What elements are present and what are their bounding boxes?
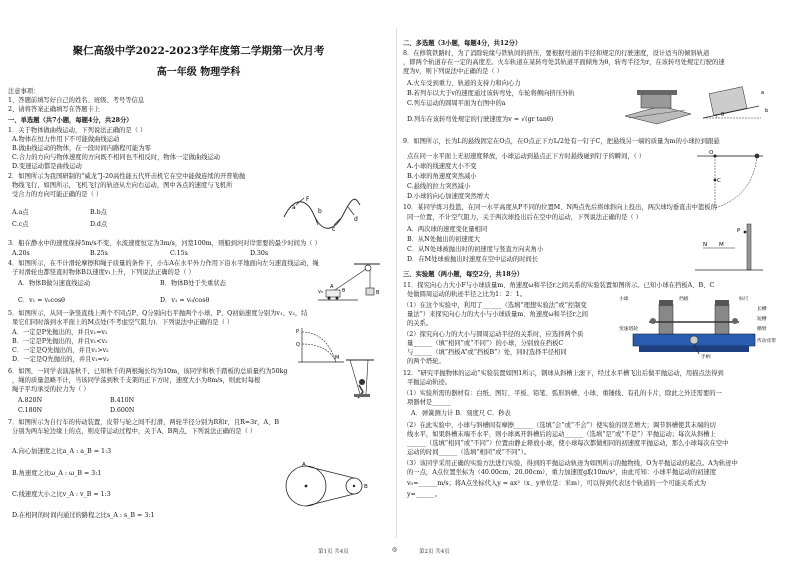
- exam-subtitle: 高一年级 物理学科: [156, 67, 241, 78]
- question-stem: 运动的时间______（选填“相同”或“不同”）。: [407, 449, 531, 456]
- question-option: B．一定是P先抛出的，并且v₁<v₂: [12, 338, 108, 345]
- figure-label: 挡板: [679, 297, 689, 302]
- question-stem: 度为v，则下列说法中正确的是（ ）: [403, 68, 504, 75]
- question-stem: 分别为两车轮边缘上的点，则皮带运动过程中，关于A、B两点，下列说法正确的是（ ）: [12, 428, 257, 435]
- figure-label: P: [737, 228, 741, 234]
- question-stem: 12．“研究平抛物体的运动”实验装置如图1所示，钢球从斜槽上滚下，经过水平槽飞出后做平抛运动，用描点法得到: [403, 370, 724, 377]
- figure-label: C: [717, 178, 721, 184]
- question-stem: （1）实验所需的器材有：白纸、图钉、平板、铅笔、弧形斜槽、小球、重锤线、有孔的卡片，除此之外还需要的一: [403, 390, 722, 397]
- figure-flight-path: [282, 195, 362, 233]
- question-stem: 9．如图所示，长为L的悬线固定在O点，在O点正下方L/2处有一钉子C，把悬线另一端的质量为m的小球拉到跟悬: [403, 138, 720, 145]
- question-option: C.合力的方向与物体速度的方向既不相同也不相反时，物体一定做曲线运动: [12, 154, 221, 161]
- figure-label: F: [306, 196, 310, 203]
- question-option: B.小球的角速度突然减小: [407, 173, 477, 180]
- question-stem: 项器材是______: [407, 399, 452, 406]
- question-option: A．物体B做匀速直线运动: [18, 280, 91, 287]
- question-option: C.15s: [170, 250, 188, 257]
- question-option: D.在相同的时间内通过的路程之比s_A : s_B = 3:1: [12, 512, 155, 519]
- question-option: A.火车受到重力、轨道的支持力和向心力: [407, 80, 521, 87]
- question-stem: 的两个塔轮。: [407, 358, 445, 365]
- section-heading: 一、单选题（共7小题，每题4分，共28分）: [8, 117, 133, 124]
- question-stem: 平抛运动轨迹。: [407, 379, 452, 386]
- question-stem: （1）在这个实验中，利用了______（选填“理想实验法”或“控制变: [403, 302, 587, 309]
- notice-line: 2、请将答案正确填写在答题卡上: [8, 106, 101, 113]
- question-stem: 11．探究向心力大小F与小球质量m、角速度ω和半径r之间关系的实验装置如图所示。已知小球在挡板A、B、C: [403, 282, 715, 289]
- figure-label: b: [765, 108, 769, 114]
- question-option: D.d点: [90, 221, 108, 228]
- page-footer: 第2页 共4页: [419, 549, 450, 555]
- question-option: B.25s: [90, 250, 108, 257]
- figure-label: B: [364, 484, 368, 490]
- question-stem: 受合力的方向可能正确的是（ ）: [12, 191, 103, 198]
- notice-heading: 注意事项：: [8, 88, 40, 95]
- figure-label: A: [302, 462, 306, 468]
- figure-label: a: [292, 204, 296, 211]
- figure-belt-drive: [276, 460, 376, 510]
- question-stem: 同一位置，不计空气阻力，关于两次球投出后在空中的运动，下列说法正确的是（ ）: [407, 214, 642, 221]
- question-option: D.600N: [110, 407, 135, 414]
- question-option: C．v₁ = v₀cosθ: [18, 297, 65, 304]
- question-option: A.820N: [18, 397, 43, 404]
- question-stem: （2）在此实验中，小球与斜槽间有摩擦______（选填“会”或“不会”）使实验的误差增大；调节斜槽使其末端的切: [403, 422, 716, 429]
- question-option: A.20s: [12, 250, 30, 257]
- question-option: A．弹簧测力计 B．刻度尺 C．秒表: [411, 410, 511, 417]
- figure-pulley-cart: [318, 262, 388, 304]
- right-page: [397, 0, 794, 561]
- question-option: A．两次球的速度变化量相同: [407, 226, 488, 233]
- question-stem: 物线飞行，如图所示，飞机飞行的轨迹从左向右运动，图中各点的速度与飞机所: [12, 182, 233, 189]
- figure-centripetal-apparatus: [619, 294, 787, 362]
- question-option: B．从N处抛出的初速度大: [407, 236, 481, 243]
- question-stem: 3．船在静水中的速度保持5m/s不变，水流速度恒定为3m/s，河宽100m，则船到河对岸需要的最少时间为（ ）: [8, 240, 321, 247]
- question-stem: ，绳的质量忽略不计，当该同学荡到秋千支架的正下方时，速度大小为8m/s，则此时每根: [12, 377, 261, 384]
- question-stem: 点在同一水平面上无初速度释放，小球运动到悬点正下方时悬线碰到钉子的瞬间，（ ）: [407, 153, 646, 160]
- figure-swing: [338, 358, 378, 406]
- figure-label: d: [354, 216, 358, 223]
- question-stem: 与______（填“挡板A”或“挡板B”）处，同时选择半径相同: [407, 349, 567, 356]
- question-option: C．从N处球被抛出时的初速度与竖直方向夹角小: [407, 246, 544, 253]
- figure-label: Q: [296, 342, 300, 348]
- question-stem: （2）探究向心力的大小与圆周运动半径的关系时，应选择两个质: [403, 331, 584, 338]
- question-stem: 5．如图所示，从同一条竖直线上两个不同点P、Q分别向右平抛两个小球，P、Q初始速度分别为v₁、v₂，结: [8, 310, 308, 317]
- question-option: B.410N: [110, 397, 135, 404]
- question-stem: （3）该同学采用正确的实验方法进行实验，得到的平抛运动轨迹为如图所示的抛物线，O为平抛运动的起点。A为轨迹中: [403, 460, 738, 467]
- figure-label: θ: [342, 288, 346, 294]
- question-option: A．一定是P先抛出的，并且v₁=v₂: [12, 329, 108, 336]
- question-stem: 果它们同时落到水平面上的M点处(不考虑空气阻力)．下列说法中正确的是（ ）: [12, 319, 234, 326]
- question-option: B.b点: [90, 209, 107, 216]
- question-option: C.悬线的拉力突然减小: [407, 183, 471, 190]
- figure-label: A: [330, 284, 334, 290]
- figure-label: 小球: [619, 297, 629, 302]
- question-option: D.列车在该转弯处规定的行驶速度为v = √(gr tanθ): [407, 116, 554, 123]
- question-option: B.若列车以大于v的速度通过该转弯处，车轮将侧向挤压外轨: [407, 90, 575, 97]
- question-option: C.180N: [18, 407, 43, 414]
- question-option: A.向心加速度之比a_A : a_B = 1:3: [12, 448, 112, 455]
- figure-label: θ: [721, 112, 725, 118]
- question-option: B.角速度之比ω_A : ω_B = 3:1: [12, 470, 102, 477]
- question-stem: ______（选填“相同”或“不同”）位置由静止释放小球，使小球每次都做相同的初速度平抛运动，那么小球每次在空中: [407, 440, 729, 447]
- question-stem: 4．如图所示，在不计滑轮摩擦和绳子质量的条件下，小车A在水平外力作用下沿水平地面向左匀速直线运动，绳: [8, 260, 319, 267]
- page-center-mark: ◎: [392, 546, 398, 553]
- question-stem: 的一点，A点位置坐标为（40.00cm，20.00cm），重力加速度g取10m/s²，由此可知：小球平抛运动的初速度: [407, 469, 717, 476]
- figure-label: 手柄: [701, 355, 711, 360]
- figure-label: M: [335, 355, 340, 361]
- question-stem: 7．如图所示为自行车的传动装置，皮带与轮之间不打滑，两轮半径分别为R和r，且R=3r，A、B: [8, 419, 279, 426]
- question-option: D．v₁ = v₀/cosθ: [160, 297, 210, 304]
- question-option: D.变速运动都是曲线运动: [12, 163, 82, 170]
- question-stem: v₀=______m/s；将A点坐标代入y = ax²（x、y单位是：米m），可以得到代表这个轨道的一个可能关系式为: [407, 480, 707, 487]
- question-option: C.列车运动的圆周平面为右图中的a: [407, 100, 506, 107]
- question-stem: 6．如图，一同学表演荡秋千，已知秋千的两根绳长均为10m，该同学和秋千踏板的总质量约为50kg: [8, 368, 288, 375]
- figure-label: c: [332, 226, 336, 233]
- question-stem: 绳子平均承受的拉力为（ ）: [12, 386, 90, 393]
- figure-label: 长槽: [757, 307, 767, 312]
- question-stem: 1．关于物体做曲线运动，下列说法正确的是（ ）: [8, 127, 147, 134]
- question-option: D．一定是Q先抛出的，并且v₁=v₂: [12, 356, 109, 363]
- question-option: C．一定是Q先抛出的，并且v₁>v₂: [12, 347, 109, 354]
- figure-label: 短槽: [757, 317, 767, 322]
- figure-label: 传动皮带: [757, 339, 777, 344]
- question-stem: 10．某同学练习投篮，在同一水平高度从P不同的位置M、N两点先后将球斜向上投出，两次球均垂直击中篮板的: [403, 204, 717, 211]
- figure-label: O: [709, 150, 714, 156]
- question-option: A.物体在恒力作用下不可能做曲线运动: [12, 136, 120, 143]
- question-stem: y=______。: [407, 491, 442, 498]
- question-stem: 子对滑轮也都竖直时物体B以速度v₁上升，下列说法正确的是（ ）: [12, 269, 195, 276]
- page-footer: 第1页 共4页: [318, 549, 349, 555]
- figure-label: v₀: [318, 289, 323, 295]
- question-option: A.a点: [12, 209, 29, 216]
- figure-label: a: [761, 90, 765, 96]
- question-stem: 量______（填“相同”或“不同”）的小球，分别放在挡板C: [407, 340, 564, 347]
- question-option: C.c点: [12, 221, 29, 228]
- question-stem: 8．在修筑铁路时，为了消除轮缘与铁轨间的挤压，要根据弯道的半径和规定的行驶速度，设计适当的倾斜轨道: [403, 50, 710, 57]
- exam-title: 聚仁高级中学2022-2023学年度第二学期第一次月考: [72, 45, 325, 57]
- figure-rail-curve: [621, 76, 781, 126]
- question-stem: 2．如图所示为我国研制的“威龙”J-20高性能五代歼击机它在空中能做连续的开普勒抛: [8, 173, 246, 180]
- question-option: B.做曲线运动的物体，在一段时间内路程可能为零: [12, 145, 151, 152]
- question-option: C.线速度大小之比v_A : v_B = 1:3: [12, 491, 111, 498]
- question-stem: ，即两个轨道存在一定的高度差。火车轨道在某转弯处其轨道平面倾角为θ，转弯半径为r，在该转弯处规定行驶的速: [403, 59, 725, 66]
- question-option: D.30s: [250, 250, 269, 257]
- question-option: D．在M处球被抛出时速度在空中运动的时间长: [407, 256, 539, 263]
- figure-label: 变速塔轮: [619, 327, 639, 332]
- question-option: D.小球的向心加速度突然增大: [407, 193, 490, 200]
- figure-label: B: [376, 290, 380, 296]
- question-option: A.小球的线速度大小不变: [407, 163, 477, 170]
- question-stem: 处做圆周运动的轨迹半径之比为1：2：1。: [407, 291, 527, 298]
- question-stem: 量法”）来探究向心力的大小与小球质量m、角速度ω和半径r之间: [407, 311, 589, 318]
- section-heading: 三、实验题（两小题，每空2分，共18分）: [403, 271, 524, 278]
- figure-label: N: [703, 242, 708, 248]
- figure-label: P: [296, 329, 300, 335]
- question-stem: 的关系。: [407, 320, 433, 327]
- section-heading: 二、多选题（3小题，每题4分，共12分）: [403, 40, 522, 47]
- question-option: B．物体B处于失重状态: [160, 280, 226, 287]
- figure-label: 横臂: [757, 327, 767, 332]
- figure-label: M: [719, 242, 724, 248]
- figure-label: 标尺: [739, 297, 749, 302]
- figure-basketball: [695, 222, 765, 272]
- notice-line: 1、答题前填写好自己的姓名、班级、考号等信息: [8, 97, 145, 104]
- figure-label: b: [318, 208, 322, 215]
- question-stem: 线水平，如果斜槽末端不水平，则小球离开斜槽后的运动______（选填“是”或“不是”）平抛运动；每次从斜槽上: [407, 431, 716, 438]
